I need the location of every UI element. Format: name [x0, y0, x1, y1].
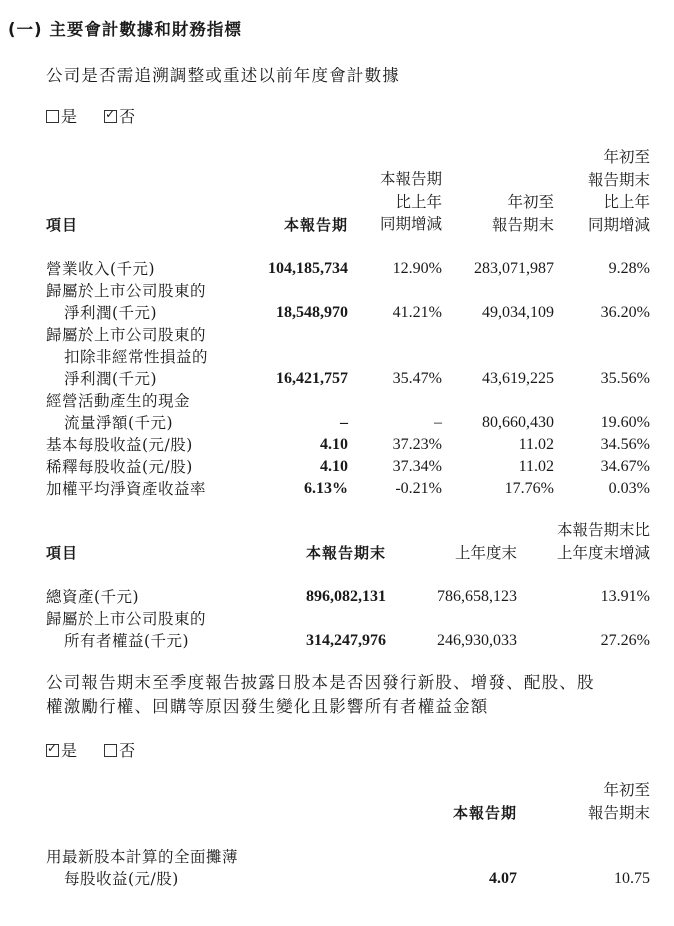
table2-header-prior-year-end: 上年度末	[454, 544, 517, 562]
table-row: 總資產(千元) 896,082,131 786,658,123 13.91%	[46, 588, 650, 606]
table-row: 基本每股收益(元/股) 4.10 37.23% 11.02 34.56%	[46, 436, 650, 454]
table-row: 稀釋每股收益(元/股) 4.10 37.34% 11.02 34.67%	[46, 458, 650, 476]
table-row: 淨利潤(千元) 18,548,970 41.21% 49,034,109 36.20%	[64, 304, 650, 322]
share-change-no-option[interactable]: 否	[104, 741, 135, 760]
table-row-label-line: 歸屬於上市公司股東的	[46, 610, 207, 628]
share-change-yes-option[interactable]: ✓是	[46, 741, 77, 760]
table-row: 所有者權益(千元) 314,247,976 246,930,033 27.26%	[64, 632, 650, 650]
restatement-question: 公司是否需追溯調整或重述以前年度會計數據	[46, 66, 400, 85]
checkbox-checked-icon	[46, 744, 59, 757]
table-row-label-line: 經營活動產生的現金	[46, 392, 191, 410]
checkbox-checked-icon	[104, 110, 117, 123]
table2-header-change: 本報告期末比 上年度末增減	[556, 521, 650, 562]
restatement-yes-option[interactable]: 是	[46, 107, 77, 126]
restatement-no-option[interactable]: ✓ 否	[104, 107, 135, 126]
table2-header-period-end: 本報告期末	[305, 544, 386, 562]
table-row-label-line: 歸屬於上市公司股東的	[46, 282, 207, 300]
checkbox-unchecked-icon	[104, 744, 117, 757]
share-change-options	[46, 738, 135, 761]
table1-header-yoy-change: 本報告期 比上年 同期增減	[379, 170, 442, 233]
table-row-label-line: 扣除非經常性損益的	[64, 348, 209, 366]
table3-header-ytd: 年初至 報告期末	[587, 781, 650, 822]
table-row-label-line: 用最新股本計算的全面攤薄	[46, 848, 239, 866]
table1-header-ytd: 年初至 報告期末	[491, 193, 554, 234]
section-title: (一) 主要會計數據和財務指標	[8, 20, 242, 39]
table-row: 加權平均淨資產收益率 6.13% -0.21% 17.76% 0.03%	[46, 480, 650, 498]
table2-header-item: 項目	[46, 544, 79, 562]
table3-header-current-period: 本報告期	[452, 804, 517, 822]
table-row: 每股收益(元/股) 4.07 10.75	[64, 870, 650, 888]
table-row: 營業收入(千元) 104,185,734 12.90% 283,071,987 9.28%	[46, 260, 650, 278]
table-row: 淨利潤(千元) 16,421,757 35.47% 43,619,225 35.56%	[64, 370, 650, 388]
restatement-options	[46, 104, 135, 127]
table-row-label-line: 歸屬於上市公司股東的	[46, 326, 207, 344]
table1-header-ytd-yoy-change: 年初至 報告期末 比上年 同期增減	[587, 148, 650, 234]
table-row: 流量淨額(千元) – – 80,660,430 19.60%	[64, 414, 650, 432]
share-change-question: 公司報告期末至季度報告披露日股本是否因發行新股、增發、配股、股 權激勵行權、回購等原因發生變化且影響所有者權益金額	[46, 673, 595, 716]
checkbox-unchecked-icon	[46, 110, 59, 123]
table1-header-current-period: 本報告期	[283, 216, 348, 234]
table1-header-item: 項目	[46, 216, 79, 234]
